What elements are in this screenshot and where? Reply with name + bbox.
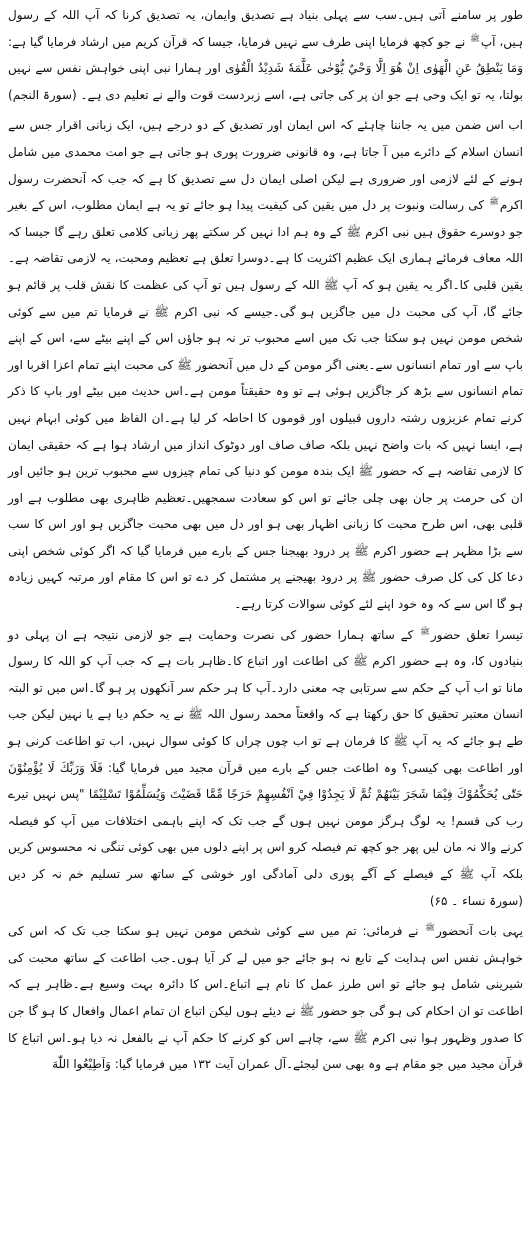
salawat-glyph: ﷺ [470, 33, 480, 43]
paragraph-text: کی رسالت ونبوت پر دل میں یقین کی کیفیت پیدا ہو جائے تو یہ ہے ایمان مطلوب، اس کے بغیر جو دوسرے حقوق ہیں نبی اکرم ﷺ کے وہ ہم ادا نہیں کر سکتے پھر زبانی کلامی تعلق رہے گا جیسا کہ اللہ معاف فرمائے ہماری ایک عظیم اکثریت کا ہے۔دوسرا تعلق ہے تعظیم ومحبت، یہ لازمی تقاضہ ہے۔یقین قلبی کا۔اگر یہ یقین ہو کہ آپ ﷺ اللہ کے رسول ہیں تو آپ کی عظمت کا نقش قلب پر قائم ہو جائے گا، آپ کی محبت دل میں جاگزیں ہو گی۔جیسے کہ نبی اکرم ﷺ نے فرمایا تم میں سے کوئی شخص مومن نہیں ہو سکتا جب تک میں اسے محبوب تر نہ ہو جاؤں اس کے اپنے بیٹے سے، اس کے اپنے باپ سے اور تمام انسانوں سے۔یعنی اگر مومن کے دل میں آنحضور ﷺ کی محبت اپنے تمام اعزا اقربا اور تمام انسانوں سے بڑھ کر جاگزیں ہوئی ہے تو وہ حقیقتاً مومن ہے۔اس حدیث میں بیٹے اور باپ کا ذکر کرنے تمام عزیزوں رشتہ داروں قبیلوں اور قوموں کا احاطہ کر لیا ہے۔ان الفاظ میں کوئی ابہام نہیں ہے، ایسا نہیں کہ بات واضح نہیں بلکہ صاف صاف اور دوٹوک انداز میں ارشاد ہوا ہے کہ حقیقی ایمان کا لازمی تقاضہ ہے کہ حضور ﷺ ایک بندہ مومن کو دنیا کی تمام چیزوں سے محبوب ترین ہو جائیں اور ان کی حرمت پر جان بھی چلی جائے تو اس کو سعادت سمجھیں۔تعظیم ظاہری بھی مطلوب ہے اور قلبی بھی، اس طرح محبت کا زبانی اظہار بھی ہو اور دل میں بھی محبت جاگزیں ہو اور اس کا سب سے بڑا مظہر ہے حضور اکرم ﷺ پر درود بھیجنا جس کے بارے میں فرمایا گیا کہ اگر کوئی شخص اپنی دعا کل کی کل صرف حضور ﷺ پر درود بھیجنے پر مشتمل کر دے تو اس کا مقام اور مرتبہ کہیں زیادہ ہو گا اس سے کہ وہ خود اپنے لئے کوئی سوالات کرتا رہے۔ [8, 198, 523, 612]
salawat-glyph: ﷺ [420, 626, 430, 636]
paragraph-text: اب اس ضمن میں یہ جاننا چاہئے کہ اس ایمان اور تصدیق کے دو درجے ہیں، ایک زبانی اقرار جس سے انسان اسلام کے دائرے میں آ جاتا ہے، وہ قانونی ضرورت پوری ہو جاتی ہے جو امت محمدی میں شامل ہونے کے لئے لازمی اور ضروری ہے لیکن اصلی ایمان دل سے تصدیق کا ہے کہ جب کہ آنحضرت رسول اکرم [8, 118, 523, 213]
paragraph-text: طور پر سامنے آتی ہیں۔سب سے پہلی بنیاد ہے تصدیق وایمان، یہ تصدیق کرنا کہ آپ اللہ کے رسول ہیں، آپ [8, 8, 523, 49]
paragraph-ittiba [8, 918, 523, 1078]
paragraph-text: یہی بات آنحضور [435, 924, 524, 939]
paragraph-tazeem-mohabbat [8, 112, 523, 617]
paragraph-text: نے فرمائی: تم میں سے کوئی شخص مومن نہیں ہو سکتا جب تک کہ اس کی خواہش نفس اس ہدایت کے تابع نہ ہو جائے جو میں لے کر آیا ہوں۔جب اطاعت کے ساتھ محبت کی شیرینی شامل ہو جائے تو اس طرز عمل کا نام ہے اتباع۔اس کا دائرہ بہت وسیع ہے۔ظاہر ہے کہ اطاعت تو ان احکام کی ہو گی جو حضور ﷺ نے دیئے ہوں لیکن اتباع ان تمام اعمال وافعال کا ہو گا جن کا صدور وظہور ہوا نبی اکرم ﷺ سے، چاہے اس کو کرنے کا حکم آپ نے بالفعل نہ دیا ہو۔اس اتباع کا قرآن مجید میں جو مقام ہے وہ بھی سن لیجئے۔آل عمران آیت ۱۳۲ میں فرمایا گیا: وَاَطِيْعُوا اللّٰهَ [8, 924, 523, 1072]
surah-reference: (سورۃ نساء ۔ ۶۵) [429, 893, 523, 908]
salawat-glyph: ﷺ [489, 197, 499, 207]
paragraph-text: کے ساتھ ہمارا حضور کی نصرت وحمایت ہے جو لازمی نتیجہ ہے ان پہلی دو بنیادوں کا، وہ ہے حضور اکرم ﷺ کی اطاعت اور اتباع کا۔ظاہر بات ہے کہ جب آپ کو اللہ کا رسول مانا تو اب آپ کے حکم سے سرتابی چہ معنی دارد۔آپ کا ہر حکم سر آنکھوں پر ہو گا۔اس میں تو البتہ انسان معتبر تحقیق کا حق رکھتا ہے کہ واقعتاً محمد رسول اللہ ﷺ نے یہ حکم دیا ہے یا نہیں لیکن جب طے ہو جائے کہ یہ آپ ﷺ کا فرمان ہے تو اب چوں چراں کا کوئی سوال نہیں، اب تو اطاعت کرنی ہو اور اطاعت بھی کیسی؟ وہ اطاعت جس کے بارے میں قرآن مجید میں فرمایا گیا: فَلَا وَرَبِّكَ لَا يُؤْمِنُوْنَ حَتّٰى يُحَكِّمُوْكَ فِيْمَا شَجَرَ بَيْنَهُمْ ثُمَّ لَا يَجِدُوْا فِيْ اَنْفُسِهِمْ حَرَجًا مِّمَّا قَضَيْتَ وَيُسَلِّمُوْا تَسْلِيْمًا "پس نہیں تیرے رب کی قسم! یہ لوگ ہرگز مومن نہیں ہوں گے جب تک کہ اپنے باہمی اختلافات میں آپ کو فیصلہ کرنے والا نہ مان لیں پھر جو کچھ تم فیصلہ کرو اس پر اپنے دلوں میں بھی کوئی تنگی نہ محسوس کریں بلکہ آپ ﷺ کے فیصلے کے آگے پوری دلی آمادگی اور خوشی کے ساتھ سر تسلیم خم نہ کر دیں [8, 627, 523, 881]
paragraph-text: تیسرا تعلق حضور [430, 627, 523, 642]
paragraph-text: نے جو کچھ فرمایا اپنی طرف سے نہیں فرمایا، جیسا کہ قرآن کریم میں ارشاد فرمایا گیا ہے: وَمَا يَنْطِقُ عَنِ الْهَوٰى اِنْ هُوَ اِلَّا وَحْيٌ يُّوْحٰى عَلَّمَهٗ شَدِيْدُ الْقُوٰى اور ہمارا نبی اپنی خواہش نفس سے نہیں بولتا، یہ تو ایک وحی ہے جو ان پر کی جاتی ہے، اسے زبردست قوت والے نے تعلیم دی ہے۔ [8, 34, 523, 102]
paragraph-tasdeeq [8, 2, 523, 108]
paragraph-itaat [8, 622, 523, 915]
surah-reference: (سورۃ النجم) [8, 87, 77, 102]
salawat-glyph: ﷺ [425, 923, 435, 933]
